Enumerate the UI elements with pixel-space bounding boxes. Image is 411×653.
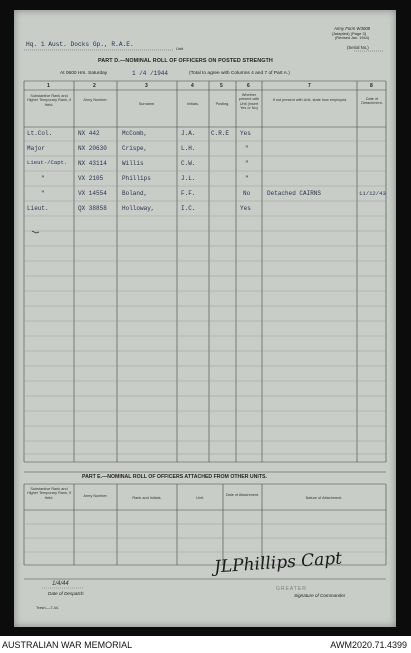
row-surname: Crispe, [122,145,148,152]
signature-label: Signature of Commander [294,593,346,598]
row-rank: Lt.Col. [27,130,53,137]
row-surname: Willis [122,160,144,167]
row-initials: F.F. [181,190,196,197]
unit-label: Unit [176,46,184,51]
col-number-5: 5 [220,83,223,89]
row-rank: " [41,175,45,182]
row-initials: C.W. [181,160,196,167]
part-e-col-army-number: Army Number. [83,494,108,498]
col-header-employed: If not present with Unit, state how employed. [272,98,348,102]
part-e-title: PART E.—NOMINAL ROLL OF OFFICERS ATTACHED FROM OTHER UNITS. [82,474,267,480]
row-army-number: VX 14554 [78,190,107,197]
row-posting: C.R.E [211,130,230,137]
form-number: Army Form W3008 [334,26,371,31]
part-e-col-rank: Substantive Rank and Higher Temporary Rank, if Held. [26,487,72,500]
part-e-col-attachment-date: Date of Attachment. [225,493,260,497]
row-rank: Lieut. [27,205,49,212]
despatch-label: Date of Despatch [48,591,84,596]
row-rank: Lieut-/Capt. [27,159,68,166]
row-army-number: NX 442 [78,130,100,137]
unit-stamp: GREATER [276,586,307,592]
col-number-2: 2 [93,83,96,89]
part-e-col-rank-initials: Rank and Initials. [132,496,162,500]
row-army-number: NX 20630 [78,145,107,152]
print-code: Tresh.—7.44. [36,606,59,610]
row-initials: I.C. [181,205,196,212]
col-header-army-number: Army Number. [83,98,108,102]
row-initials: J.A. [181,130,196,137]
row-surname: Boland, [122,190,148,197]
col-header-date: Date of Detachment. [361,97,383,106]
col-number-3: 3 [145,83,148,89]
archive-name: AUSTRALIAN WAR MEMORIAL [2,640,133,650]
serial-number: (Serial No.) [347,45,369,50]
col-number-4: 4 [191,83,194,89]
form-page [14,10,396,627]
col-number-7: 7 [308,83,311,89]
col-header-present: Whether present with Unit (insert Yes or No) [238,93,260,111]
row-surname: McComb, [122,130,148,137]
row-present: Yes [240,205,251,212]
row-present: " [245,145,249,152]
col-header-posting: Posting. [215,102,230,106]
row-detachment-date: 11/12/43 [359,190,386,197]
row-initials: J.L. [181,175,196,182]
part-e-col-unit: Unit. [196,496,204,500]
col-header-surname: Surname. [138,102,156,106]
col-header-initials: Initials. [187,102,199,106]
date-prefix: At 0600 Hrs. Saturday [60,71,108,76]
row-rank: " [41,190,45,197]
row-surname: Phillips [122,175,151,182]
part-d-title: PART D.—NOMINAL ROLL OF OFFICERS ON POSTED STRENGTH [98,58,273,64]
row-initials: L.H. [181,145,196,152]
row-present: Yes [240,130,251,137]
row-army-number: QX 38858 [78,205,107,212]
row-rank: Major [27,145,46,152]
col-number-6: 6 [247,83,250,89]
row-employed: Detached CAIRNS [267,190,322,197]
row-surname: Holloway, [122,205,155,212]
despatch-date: 1/4/44 [52,581,69,587]
form-revised: (Revised Jan. 1944) [335,36,369,40]
commander-signature: JLPhillips Capt [213,548,343,578]
col-number-8: 8 [370,83,373,89]
unit-name: Hq. 1 Aust. Docks Gp., R.A.E. [26,41,134,48]
date-value: 1 /4 /1944 [132,70,169,77]
col-number-1: 1 [47,83,50,89]
row-present: " [245,175,249,182]
row-army-number: NX 43114 [78,160,107,167]
row-present: No [243,190,251,197]
archive-reference: AWM2020.71.4399 [330,640,407,650]
row-present: " [245,160,249,167]
row-army-number: VX 2105 [78,175,104,182]
col-header-rank: Substantive Rank and Higher Temporary Rank, if Held. [26,94,72,107]
archive-caption [0,636,411,653]
date-suffix: (Total to agree with Columns 4 and 7 of Part A.) [189,71,290,76]
part-e-col-nature: Nature of Attachment. [305,496,343,500]
form-adapted: (Adapted) (Page 3) [332,31,367,36]
